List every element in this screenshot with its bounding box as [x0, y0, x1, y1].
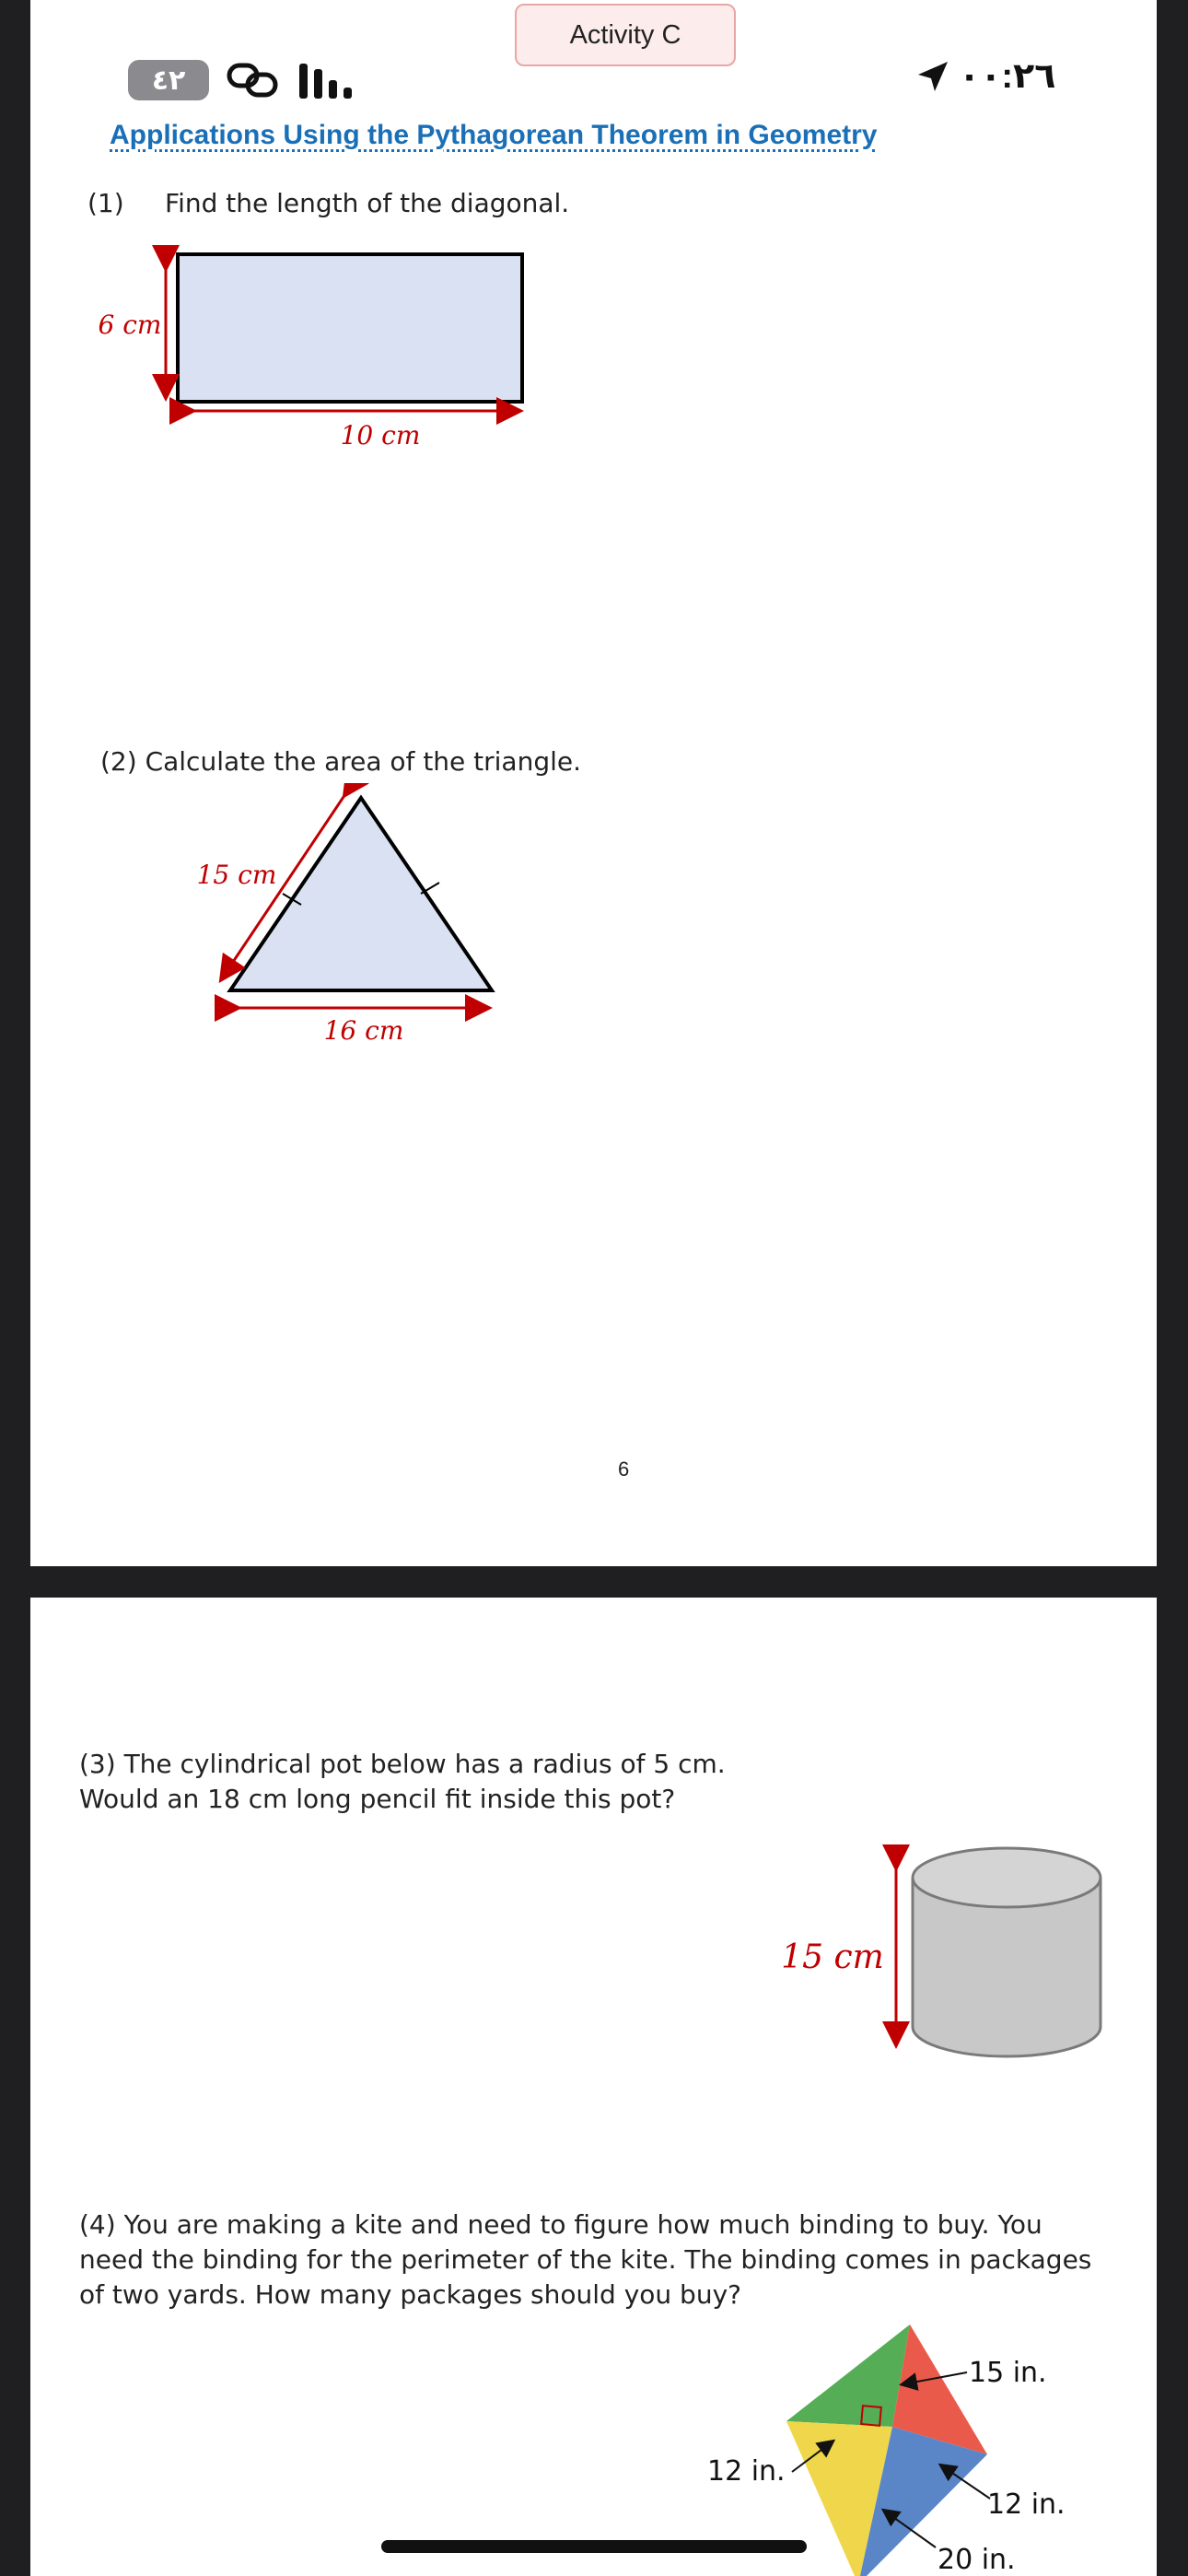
kite-label-12in-right: 12 in. — [987, 2488, 1066, 2521]
battery-icon — [128, 60, 209, 100]
q3-cylinder-figure — [774, 1843, 1114, 2073]
battery-level: ٤٢ — [151, 64, 186, 96]
rectangle-shape — [178, 254, 522, 402]
kite-label-20in: 20 in. — [938, 2544, 1016, 2576]
q2-base-label: 16 cm — [323, 1015, 404, 1046]
q3-text — [79, 1747, 742, 1817]
q3-line-2: Would an 18 cm long pencil fit inside this pot? — [79, 1784, 676, 1814]
status-right — [914, 55, 1055, 97]
status-time: ٠٠:٢٦ — [959, 57, 1056, 96]
q1-number: (1) — [87, 188, 124, 218]
kite-label-15in: 15 in. — [969, 2357, 1047, 2389]
q4-text: (4) You are making a kite and need to figure how much binding to buy. You need the binding for the perimeter of the kite. The binding comes in packages of two yards. How many packages should you buy? — [79, 2209, 1092, 2310]
q2-triangle-figure — [132, 783, 537, 1050]
q3-line-1: (3) The cylindrical pot below has a radius of 5 cm. — [79, 1749, 726, 1779]
signal-icon — [297, 60, 356, 100]
kite-label-12in-left: 12 in. — [707, 2455, 786, 2488]
q3-height-label: 15 cm — [781, 1938, 884, 1976]
q2-side-label: 15 cm — [196, 860, 277, 890]
activity-label[interactable] — [515, 4, 736, 66]
q1-width-label: 10 cm — [340, 420, 421, 451]
q1-rectangle-figure — [67, 240, 583, 461]
location-arrow-icon — [914, 58, 951, 95]
q2-text: (2) Calculate the area of the triangle. — [100, 746, 582, 777]
q1-text: Find the length of the diagonal. — [165, 188, 570, 218]
status-left — [128, 57, 356, 103]
document-page-1 — [30, 0, 1157, 1566]
q4-kite-figure — [700, 2317, 1087, 2576]
q1-height-label: 6 cm — [98, 310, 162, 340]
home-indicator[interactable] — [381, 2540, 807, 2553]
triangle-shape — [230, 798, 492, 990]
page-number: 6 — [618, 1458, 630, 1481]
kite-green — [786, 2324, 910, 2427]
link-icon — [226, 60, 281, 100]
cylinder-top — [913, 1848, 1101, 1907]
activity-label-text: Activity C — [569, 19, 681, 50]
document-title: Applications Using the Pythagorean Theorem in Geometry — [110, 120, 878, 150]
